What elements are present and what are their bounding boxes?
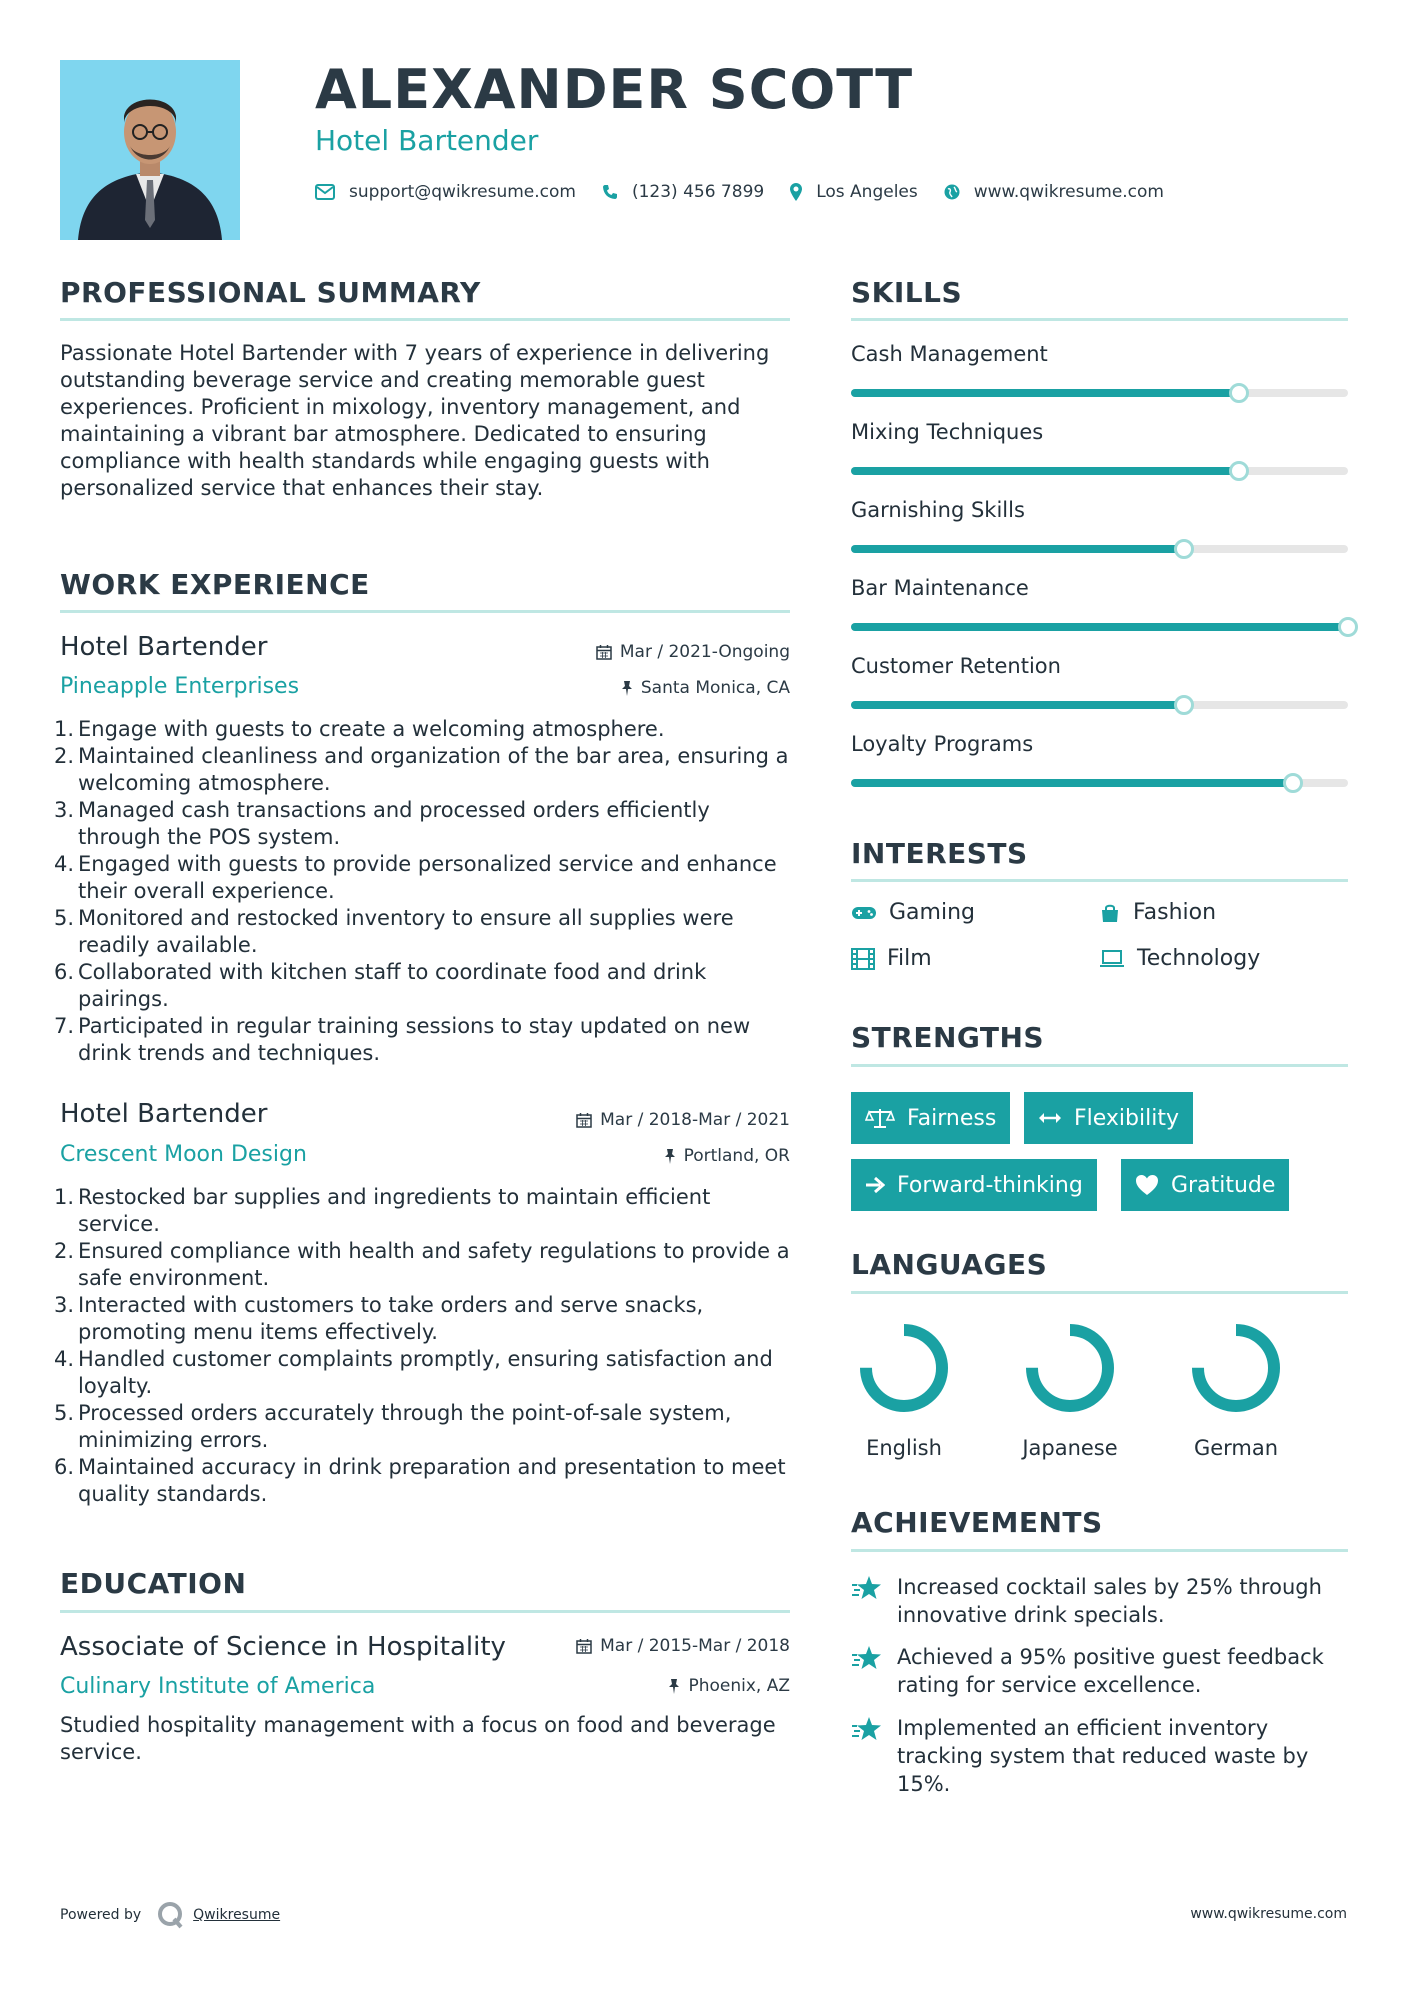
skill-bar-knob (1229, 461, 1249, 481)
skill-bar-fill (851, 389, 1239, 397)
strength-label: Forward-thinking (897, 1172, 1083, 1198)
language-label: Japanese (1022, 1436, 1118, 1460)
job-company: Pineapple Enterprises (60, 674, 300, 699)
list-item: 3. Managed cash transactions and processed orders efficiently through the POS system. (54, 798, 710, 849)
qwikresume-logo-icon (155, 1900, 185, 1930)
job-duties-list (54, 716, 790, 1067)
skill-bar-knob (1283, 773, 1303, 793)
skill-bar-knob (1338, 617, 1358, 637)
contact-email[interactable] (315, 182, 576, 202)
calendar-icon (576, 1112, 592, 1128)
interest-label: Gaming (889, 900, 975, 925)
achievement-item (851, 1714, 1351, 1798)
star-icon (851, 1575, 883, 1601)
calendar-icon (576, 1638, 592, 1654)
list-item: 5. Monitored and restocked inventory to ensure all supplies were readily available. (54, 906, 734, 957)
powered-by-text: Powered by (60, 1907, 142, 1923)
envelope-icon (315, 184, 335, 200)
education-location (668, 1676, 790, 1696)
strengths-rule (851, 1064, 1348, 1067)
achievement-text: Implemented an efficient inventory tracking system that reduced waste by 15%. (897, 1716, 1309, 1796)
education-heading: EDUCATION (60, 1567, 247, 1600)
interest-item (851, 900, 975, 925)
strength-tag (851, 1159, 1097, 1211)
skill-label: Garnishing Skills (851, 498, 1025, 522)
skill-bar-fill (851, 779, 1293, 787)
film-icon (851, 948, 875, 970)
pin-icon (621, 680, 633, 696)
skill-bar-fill (851, 467, 1239, 475)
education-location-text: Phoenix, AZ (688, 1676, 790, 1696)
summary-heading: PROFESSIONAL SUMMARY (60, 276, 481, 309)
achievement-text: Achieved a 95% positive guest feedback rating for service excellence. (897, 1645, 1324, 1697)
skill-bar-fill (851, 701, 1184, 709)
language-progress-ring (1186, 1318, 1286, 1418)
arrows-horizontal-icon (1038, 1111, 1062, 1125)
contact-phone-text: (123) 456 7899 (631, 182, 765, 202)
language-item (1161, 1318, 1311, 1460)
skills-rule (851, 318, 1348, 321)
interest-label: Technology (1137, 946, 1261, 971)
experience-heading: WORK EXPERIENCE (60, 568, 370, 601)
skill-bar (851, 701, 1348, 709)
job-dates-text: Mar / 2021-Ongoing (619, 642, 790, 662)
language-item (995, 1318, 1145, 1460)
job-location (621, 678, 790, 698)
star-icon (851, 1716, 883, 1742)
globe-icon (944, 184, 960, 200)
job-location-text: Portland, OR (683, 1146, 790, 1166)
strength-tag (851, 1092, 1010, 1144)
calendar-icon (596, 644, 612, 660)
list-item: 2. Ensured compliance with health and safety regulations to provide a safe environment. (54, 1239, 790, 1290)
contact-phone[interactable] (602, 182, 764, 202)
achievements-rule (851, 1549, 1348, 1552)
education-rule (60, 1610, 790, 1613)
job-location-text: Santa Monica, CA (640, 678, 790, 698)
school-name: Culinary Institute of America (60, 1674, 376, 1699)
language-progress-ring (854, 1318, 954, 1418)
language-item (829, 1318, 979, 1460)
interests-heading: INTERESTS (851, 837, 1028, 870)
language-label: English (866, 1436, 942, 1460)
balance-scale-icon (865, 1107, 895, 1129)
contact-website[interactable] (944, 182, 1164, 202)
gamepad-icon (851, 904, 877, 922)
list-item: 5. Processed orders accurately through the point-of-sale system, minimizing errors. (54, 1401, 732, 1452)
skill-label: Mixing Techniques (851, 420, 1044, 444)
candidate-name: ALEXANDER SCOTT (315, 58, 914, 121)
list-item: 4. Engaged with guests to provide personalized service and enhance their overall experience. (54, 852, 777, 903)
strength-tag (1121, 1159, 1289, 1211)
qwikresume-link[interactable]: Qwikresume (193, 1907, 281, 1923)
footer-website[interactable]: www.qwikresume.com (1190, 1906, 1347, 1922)
skill-bar-fill (851, 545, 1184, 553)
achievement-text: Increased cocktail sales by 25% through innovative drink specials. (897, 1575, 1322, 1627)
skill-bar-knob (1174, 695, 1194, 715)
skill-bar-knob (1174, 539, 1194, 559)
list-item: 4. Handled customer complaints promptly, ensuring satisfaction and loyalty. (54, 1347, 773, 1398)
education-dates (576, 1636, 790, 1656)
summary-rule (60, 318, 790, 321)
arrow-right-icon (865, 1176, 885, 1194)
job-dates (596, 642, 790, 662)
job-duties-list (54, 1184, 790, 1508)
candidate-title: Hotel Bartender (315, 124, 539, 157)
skill-label: Loyalty Programs (851, 732, 1034, 756)
education-dates-text: Mar / 2015-Mar / 2018 (600, 1636, 790, 1656)
list-item: 1. Restocked bar supplies and ingredients to maintain efficient service. (54, 1185, 711, 1236)
strengths-heading: STRENGTHS (851, 1021, 1045, 1054)
interest-label: Film (887, 946, 932, 971)
language-progress-ring (1020, 1318, 1120, 1418)
job-title: Hotel Bartender (60, 1099, 268, 1129)
list-item: 6. Maintained accuracy in drink preparation and presentation to meet quality standards. (54, 1455, 786, 1506)
star-icon (851, 1645, 883, 1671)
skill-label: Customer Retention (851, 654, 1061, 678)
pin-icon (664, 1148, 676, 1164)
language-label: German (1193, 1436, 1279, 1460)
heart-icon (1135, 1174, 1159, 1196)
laptop-icon (1099, 949, 1125, 969)
contact-bar (315, 180, 1190, 204)
interest-item (1099, 946, 1260, 971)
education-description: Studied hospitality management with a focus on food and beverage service. (60, 1713, 776, 1764)
shopping-bag-icon (1099, 902, 1121, 924)
job-dates-text: Mar / 2018-Mar / 2021 (600, 1110, 790, 1130)
pin-icon (668, 1678, 680, 1694)
job-company: Crescent Moon Design (60, 1142, 307, 1167)
achievement-item (851, 1643, 1351, 1699)
strength-label: Flexibility (1074, 1105, 1179, 1131)
degree-title: Associate of Science in Hospitality (60, 1632, 506, 1662)
skill-bar-fill (851, 623, 1348, 631)
skills-heading: SKILLS (851, 276, 963, 309)
skill-bar (851, 467, 1348, 475)
contact-website-text: www.qwikresume.com (973, 182, 1164, 202)
map-marker-icon (790, 183, 802, 201)
achievement-item (851, 1573, 1351, 1629)
strength-tag (1024, 1092, 1193, 1144)
experience-rule (60, 610, 790, 613)
interest-label: Fashion (1133, 900, 1217, 925)
strength-label: Gratitude (1171, 1172, 1276, 1198)
footer-powered-by (60, 1900, 280, 1930)
interest-item (1099, 900, 1216, 925)
summary-text: Passionate Hotel Bartender with 7 years of experience in delivering outstanding beverage service and creating memorable guest experiences. Proficient in mixology, inventory management, and maintaining a vibrant bar atmosphere. Dedicated to ensuring compliance with health standards while engaging guests with personalized service that enhances their stay. (60, 341, 770, 500)
list-item: 7. Participated in regular training sessions to stay updated on new drink trends and techniques. (54, 1014, 751, 1065)
skill-bar-knob (1229, 383, 1249, 403)
skill-bar (851, 545, 1348, 553)
skill-label: Bar Maintenance (851, 576, 1029, 600)
interest-item (851, 946, 932, 971)
languages-rule (851, 1291, 1348, 1294)
list-item: 3. Interacted with customers to take orders and serve snacks, promoting menu items effectively. (54, 1293, 704, 1344)
profile-photo (60, 60, 240, 240)
skill-bar (851, 779, 1348, 787)
list-item: 1. Engage with guests to create a welcoming atmosphere. (54, 717, 665, 741)
phone-icon (602, 184, 618, 200)
list-item: 2. Maintained cleanliness and organization of the bar area, ensuring a welcoming atmosphere. (54, 744, 789, 795)
job-location (664, 1146, 790, 1166)
list-item: 6. Collaborated with kitchen staff to coordinate food and drink pairings. (54, 960, 707, 1011)
skill-bar (851, 623, 1348, 631)
achievements-heading: ACHIEVEMENTS (851, 1506, 1103, 1539)
strength-label: Fairness (907, 1105, 997, 1131)
contact-email-text: support@qwikresume.com (349, 182, 576, 202)
languages-heading: LANGUAGES (851, 1248, 1048, 1281)
interests-rule (851, 879, 1348, 882)
job-dates (576, 1110, 790, 1130)
contact-location-text: Los Angeles (816, 182, 918, 202)
skill-bar (851, 389, 1348, 397)
skill-label: Cash Management (851, 342, 1048, 366)
contact-location (790, 182, 918, 202)
job-title: Hotel Bartender (60, 632, 268, 662)
